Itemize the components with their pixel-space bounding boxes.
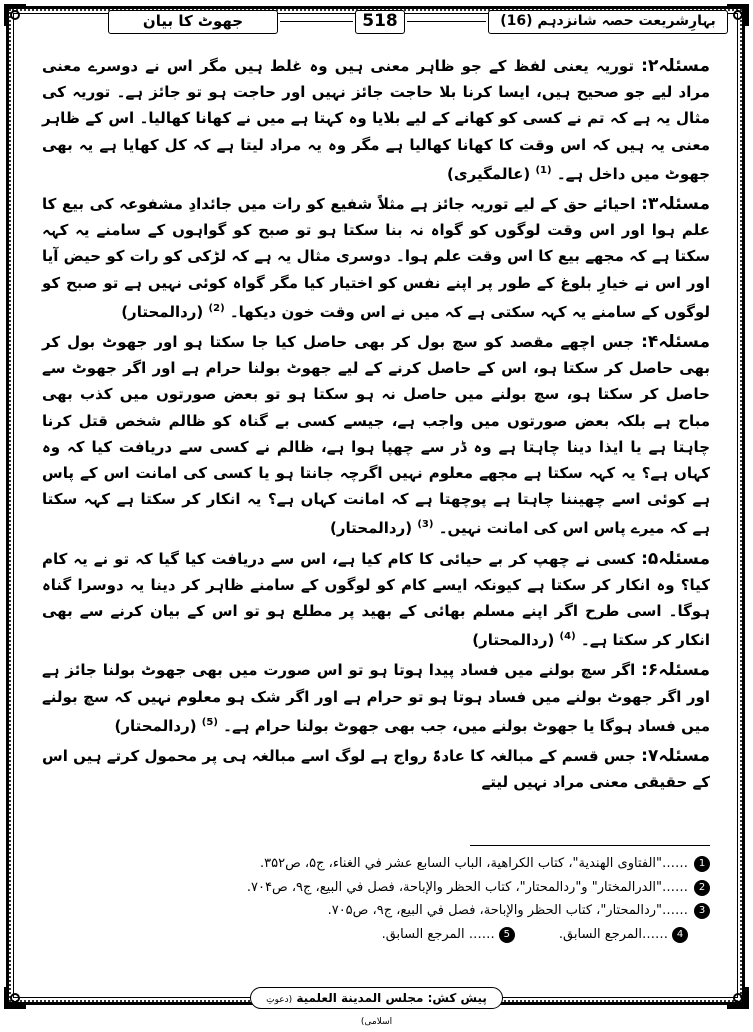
book-title: بہارِشریعت حصہ شانزدہم (16)	[488, 10, 728, 34]
publisher-suffix: (دعوتِ اسلامی)	[266, 995, 393, 1027]
footer-prefix: پیش کش:	[427, 991, 487, 1005]
footnotes	[42, 852, 710, 946]
masala-text: جس اچھے مقصد کو سچ بول کر بھی حاصل کیا جا سکتا ہو اور جھوٹ بول کر بھی حاصل کر سکتا ہو، اس کے حاصل کرنے کے لیے جھوٹ بولنا حرام ہے اور اگر جھوٹ سے حاصل کر سکتا ہو، سچ بولنے میں حاصل نہ ہو سکتا ہو تو بعض صورتوں میں کذب بھی مباح ہے بلکہ بعض صورتوں میں واجب ہے، جیسے کسی بے گناہ کو ظالم شخص قتل کرنا چاہتا ہے یا ایذا دینا چاہتا ہے وہ ڈر سے چھپا ہوا ہے، ظالم نے کسی سے دریافت کیا کہ وہ کہاں ہے؟ یہ کہہ سکتا ہے مجھے معلوم نہیں اگرچہ جانتا ہو یا کسی کی امانت اس کے پاس ہے کوئی اسے چھیننا چاہتا ہے پوچھتا ہے کہ امانت کہاں ہے؟ یہ انکار کر سکتا ہے کہہ سکتا ہے کہ میرے پاس اس کی امانت نہیں۔	[42, 333, 710, 538]
footnote	[559, 923, 688, 947]
footnote-number: 2	[694, 880, 710, 896]
main-text	[42, 53, 710, 799]
reference: (ردالمحتار)	[330, 519, 413, 538]
masala-label: مسئلہ۴:	[641, 332, 710, 353]
footnote	[382, 923, 515, 947]
footnote-text: ……"الفتاوى الهندية"، كتاب الكراهية، الباب السابع عشر في الغناء، ج۵، ص۳۵۲.	[259, 856, 688, 871]
masala-text: جس قسم کے مبالغہ کا عادۃً رواج ہے لوگ اسے مبالغہ ہی پر محمول کرتے ہیں اس کے حقیقی معنی مراد نہیں لیتے	[42, 747, 710, 792]
footnote-text: ……"ردالمحتار"، كتاب الحظر والإباحة، فصل في البيع، ج۹، ص۷۰۵.	[327, 903, 688, 918]
chapter-title: جھوٹ کا بیان	[108, 10, 278, 34]
header-rule	[407, 21, 486, 22]
footnote-number: 3	[694, 903, 710, 919]
reference: (ردالمحتار)	[121, 302, 204, 321]
footnote-number: 1	[694, 856, 710, 872]
reference: (عالمگیری)	[447, 164, 531, 183]
masala-label: مسئلہ۶:	[641, 660, 710, 681]
masala-paragraph	[42, 546, 710, 654]
footnote-marker: (3)	[417, 519, 434, 531]
masala-text: احیائے حق کے لیے توریہ جائز ہے مثلاً شفیع کو رات میں جائدادِ مشفوعہ کی بیع کا علم ہوا اور اس وقت لوگوں کو گواہ نہ بنا سکتا ہو تو صبح کو گواہوں کے سامنے یہ کہہ سکتا ہے کہ مجھے بیع کا اس وقت علم ہوا۔ دوسری مثال یہ ہے کہ لڑکی کو رات کو حیض آیا اور اس نے خیارِ بلوغ کے طور پر اپنے نفس کو اختیار کیا مگر گواہ کوئی نہیں ہے تو صبح کو لوگوں کے سامنے یہ کہہ سکتی ہے کہ میں نے اس وقت خون دیکھا۔	[42, 195, 710, 321]
masala-paragraph	[42, 743, 710, 795]
footnote-text: ……"الدرالمختار" و"ردالمحتار"، كتاب الحظر والإباحة، فصل في البيع، ج۹، ص۷۰۴.	[246, 879, 688, 895]
footnote-marker: (1)	[535, 164, 552, 176]
footnote	[42, 876, 710, 900]
corner-ornament-icon	[725, 985, 751, 1011]
masala-paragraph	[42, 657, 710, 739]
masala-label: مسئلہ۲:	[641, 56, 710, 76]
reference: (ردالمحتار)	[472, 631, 555, 650]
footnote-marker: (5)	[201, 716, 218, 728]
footnote-number: 5	[499, 927, 515, 943]
masala-text: اگر سچ بولنے میں فساد پیدا ہوتا ہو تو اس صورت میں بھی جھوٹ بولنا جائز ہے اور اگر جھوٹ بولنے میں فساد ہوتا ہو تو حرام ہے اور اگر شک ہو معلوم نہیں کہ سچ بولنے میں فساد ہوگا یا جھوٹ بولنے میں، جب بھی جھوٹ بولنا حرام ہے۔	[42, 661, 710, 735]
footnote-number: 4	[672, 927, 688, 943]
page-number: 518	[355, 10, 405, 34]
footnote-row	[42, 923, 710, 947]
corner-ornament-icon	[2, 985, 28, 1011]
masala-text: کسی نے چھپ کر بے حیائی کا کام کیا ہے، اس سے دریافت کیا گیا کہ تو نے یہ کام کیا؟ وہ انکار کر سکتا ہے کیونکہ ایسے کام کو لوگوں کے سامنے ظاہر کر دینا یہ دوسرا گناہ ہوگا۔ اسی طرح اگر اپنے مسلم بھائی کے بھید پر مطلع ہو تو اس کے بیان کرنے سے بھی انکار کر سکتا ہے۔	[42, 549, 710, 650]
footnote	[42, 852, 710, 876]
publisher-footer	[250, 987, 503, 1027]
publisher-name: مجلس المدينة العلمية	[296, 991, 424, 1005]
footnote-text: ……المرجع السابق.	[558, 926, 668, 942]
footnote-marker: (4)	[559, 631, 576, 643]
header-rule	[280, 21, 353, 22]
footnote-divider	[470, 845, 710, 846]
masala-paragraph	[42, 329, 710, 542]
footnote-text: …… المرجع السابق.	[381, 926, 495, 942]
masala-label: مسئلہ۷:	[641, 746, 710, 767]
masala-text: توریہ یعنی لفظ کے جو ظاہر معنی ہیں وہ غلط ہیں مگر اس نے دوسرے معنی مراد لیے جو صحیح ہیں، ایسا کرنا بلا حاجت جائز نہیں اور حاجت ہو تو جائز ہے۔ توریہ کی مثال یہ ہے کہ تم نے کسی کو کھانے کے لیے بلایا وہ کہتا ہے میں نے کھانا کھالیا۔ اس کے ظاہر معنی یہ ہیں کہ اس وقت کا کھانا کھالیا ہے مگر وہ یہ مراد لیتا ہے کہ کل کھایا ہے یہ بھی جھوٹ میں داخل ہے۔	[42, 57, 710, 183]
reference: (ردالمحتار)	[114, 716, 197, 735]
page-header	[22, 8, 731, 36]
footnote	[42, 899, 710, 923]
footnote-marker: (2)	[208, 302, 225, 314]
masala-label: مسئلہ۳:	[641, 194, 710, 215]
masala-label: مسئلہ۵:	[641, 548, 710, 569]
masala-paragraph	[42, 191, 710, 325]
masala-paragraph	[42, 53, 710, 187]
